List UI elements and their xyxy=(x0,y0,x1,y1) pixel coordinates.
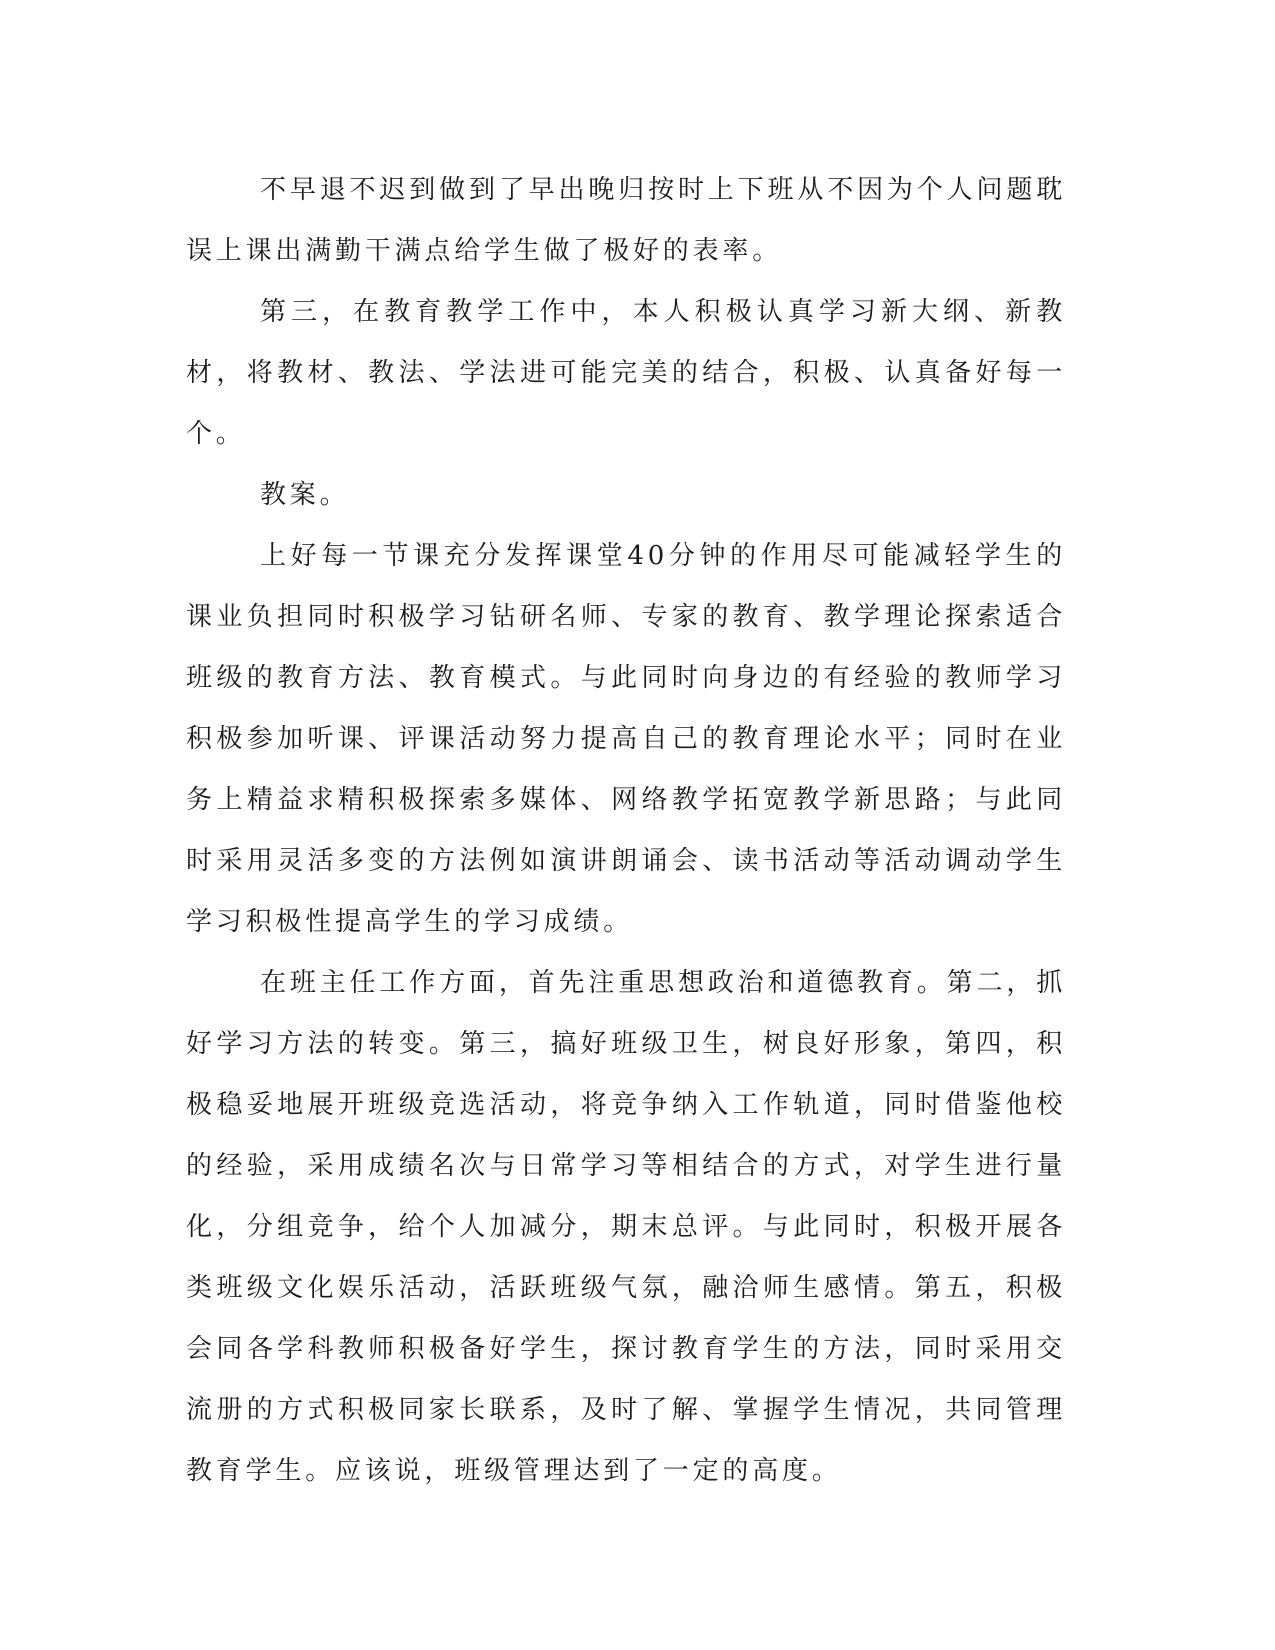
paragraph-4: 上好每一节课充分发挥课堂40分钟的作用尽可能减轻学生的课业负担同时积极学习钻研名师、专家的教育、教学理论探索适合班级的教育方法、教育模式。与此同时向身边的有经验的教师学习积极参加听课、评课活动努力提高自己的教育理论水平；同时在业务上精益求精积极探索多媒体、网络教学拓宽教学新思路；与此同时采用灵活多变的方法例如演讲朗诵会、读书活动等活动调动学生学习积极性提高学生的学习成绩。 xyxy=(186,541,1066,937)
paragraph-5: 在班主任工作方面，首先注重思想政治和道德教育。第二，抓好学习方法的转变。第三，搞好班级卫生，树良好形象，第四，积极稳妥地展开班级竞选活动，将竞争纳入工作轨道，同时借鉴他校的经验，采用成绩名次与日常学习等相结合的方式，对学生进行量化，分组竞争，给个人加减分，期末总评。与此同时，积极开展各类班级文化娱乐活动，活跃班级气氛，融洽师生感情。第五，积极会同各学科教师积极备好学生，探讨教育学生的方法，同时采用交流册的方式积极同家长联系，及时了解、掌握学生情况，共同管理教育学生。应该说，班级管理达到了一定的高度。 xyxy=(186,968,1066,1486)
document-body xyxy=(186,160,1066,1502)
paragraph-2: 第三，在教育教学工作中，本人积极认真学习新大纲、新教材，将教材、教法、学法进可能完美的结合，积极、认真备好每一个。 xyxy=(186,297,1066,449)
paragraph-1: 不早退不迟到做到了早出晚归按时上下班从不因为个人问题耽误上课出满勤干满点给学生做了极好的表率。 xyxy=(186,175,1066,266)
paragraph-3: 教案。 xyxy=(260,480,350,510)
